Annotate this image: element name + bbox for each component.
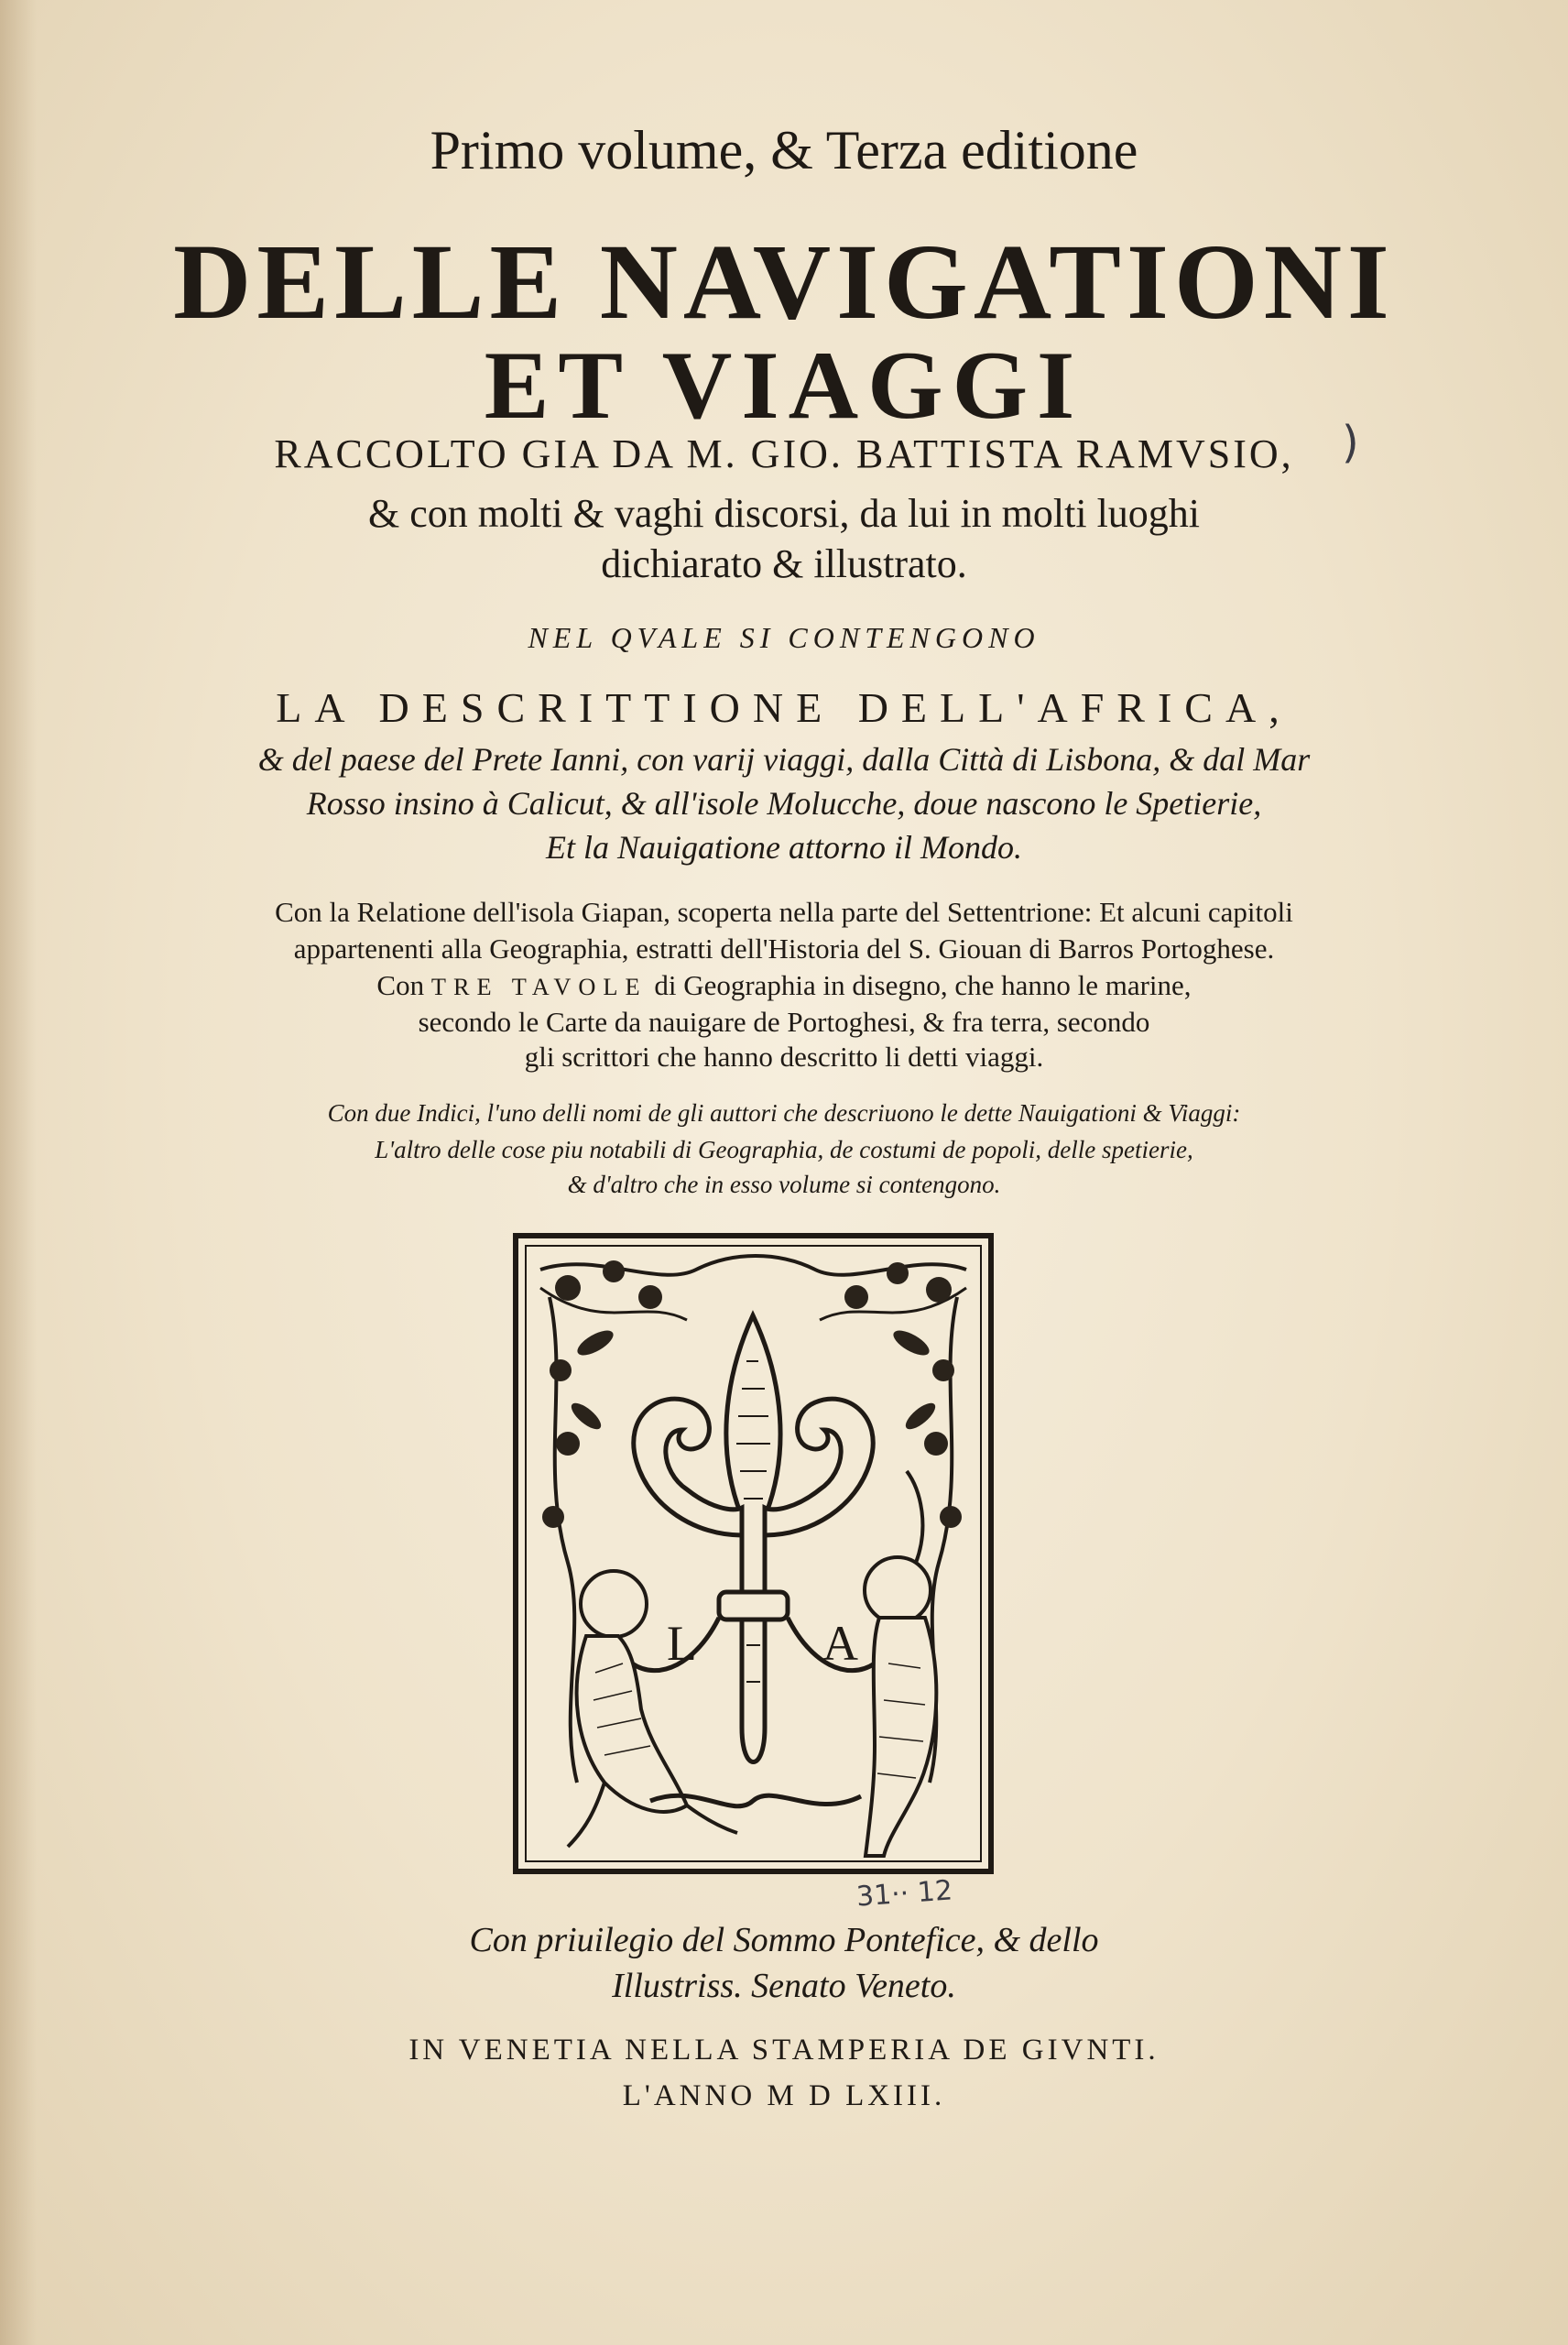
printers-device-woodcut <box>513 1233 994 1874</box>
contents-heading: NEL QVALE SI CONTENGONO <box>528 621 1040 654</box>
imprint-year: L'ANNO M D LXIII. <box>622 2079 946 2112</box>
illustrated-line: dichiarato & illustrato. <box>601 541 967 586</box>
japan-relation-line: Con la Relatione dell'isola Giapan, scoperta nella parte del Settentrione: Et alcuni capitoli <box>275 896 1293 928</box>
prester-john-line: & del paese del Prete Ianni, con varij viaggi, dalla Città di Lisbona, & dal Mar <box>257 741 1311 778</box>
main-title-line-2: ET VIAGGI <box>484 332 1084 439</box>
imprint-line: IN VENETIA NELLA STAMPERIA DE GIVNTI. <box>408 2034 1160 2067</box>
compiler-line: RACCOLTO GIA DA M. GIO. BATTISTA RAMVSIO, <box>274 431 1294 476</box>
handwritten-bracket: ) <box>1342 417 1359 468</box>
three-maps-con: Con <box>376 969 425 1001</box>
three-maps-rest: di Geographia in disegno, che hanno le marine, <box>654 969 1192 1001</box>
main-title-line-1: DELLE NAVIGATIONI <box>173 222 1395 342</box>
three-maps-line <box>0 969 1568 1002</box>
portuguese-charts-line: secondo le Carte da nauigare de Portoghesi, & fra terra, secondo <box>418 1006 1150 1038</box>
device-letter-a: A <box>822 1616 858 1671</box>
handwritten-annotation: 31·· 12 <box>855 1874 954 1914</box>
device-letter-l: L <box>667 1616 697 1671</box>
volume-edition-line: Primo volume, & Terza editione <box>430 120 1138 180</box>
red-sea-line: Rosso insino à Calicut, & all'isole Molucche, doue nascono le Spetierie, <box>306 785 1262 822</box>
writers-line: gli scrittori che hanno descritto li detti viaggi. <box>524 1041 1044 1073</box>
africa-description-line: LA DESCRITTIONE DELL'AFRICA, <box>276 684 1292 731</box>
indices-line-2: L'altro delle cose piu notabili di Geographia, de costumi de popoli, delle spetierie, <box>375 1136 1193 1163</box>
geography-extract-line: appartenenti alla Geographia, estratti dell'Historia del S. Giouan di Barros Portoghese. <box>293 933 1275 965</box>
three-maps-label: TRE TAVOLE <box>430 974 648 1000</box>
privilege-line-1: Con priuilegio del Sommo Pontefice, & dello <box>469 1921 1099 1959</box>
indices-line-1: Con due Indici, l'uno delli nomi de gli auttori che descriuono le dette Nauigationi & Viaggi: <box>327 1099 1241 1127</box>
indices-line-3: & d'altro che in esso volume si contengono. <box>567 1171 1001 1198</box>
circumnavigation-line: Et la Nauigatione attorno il Mondo. <box>546 829 1022 866</box>
privilege-line-2: Illustriss. Senato Veneto. <box>612 1967 956 2005</box>
discourses-line: & con molti & vaghi discorsi, da lui in molti luoghi <box>367 491 1201 536</box>
